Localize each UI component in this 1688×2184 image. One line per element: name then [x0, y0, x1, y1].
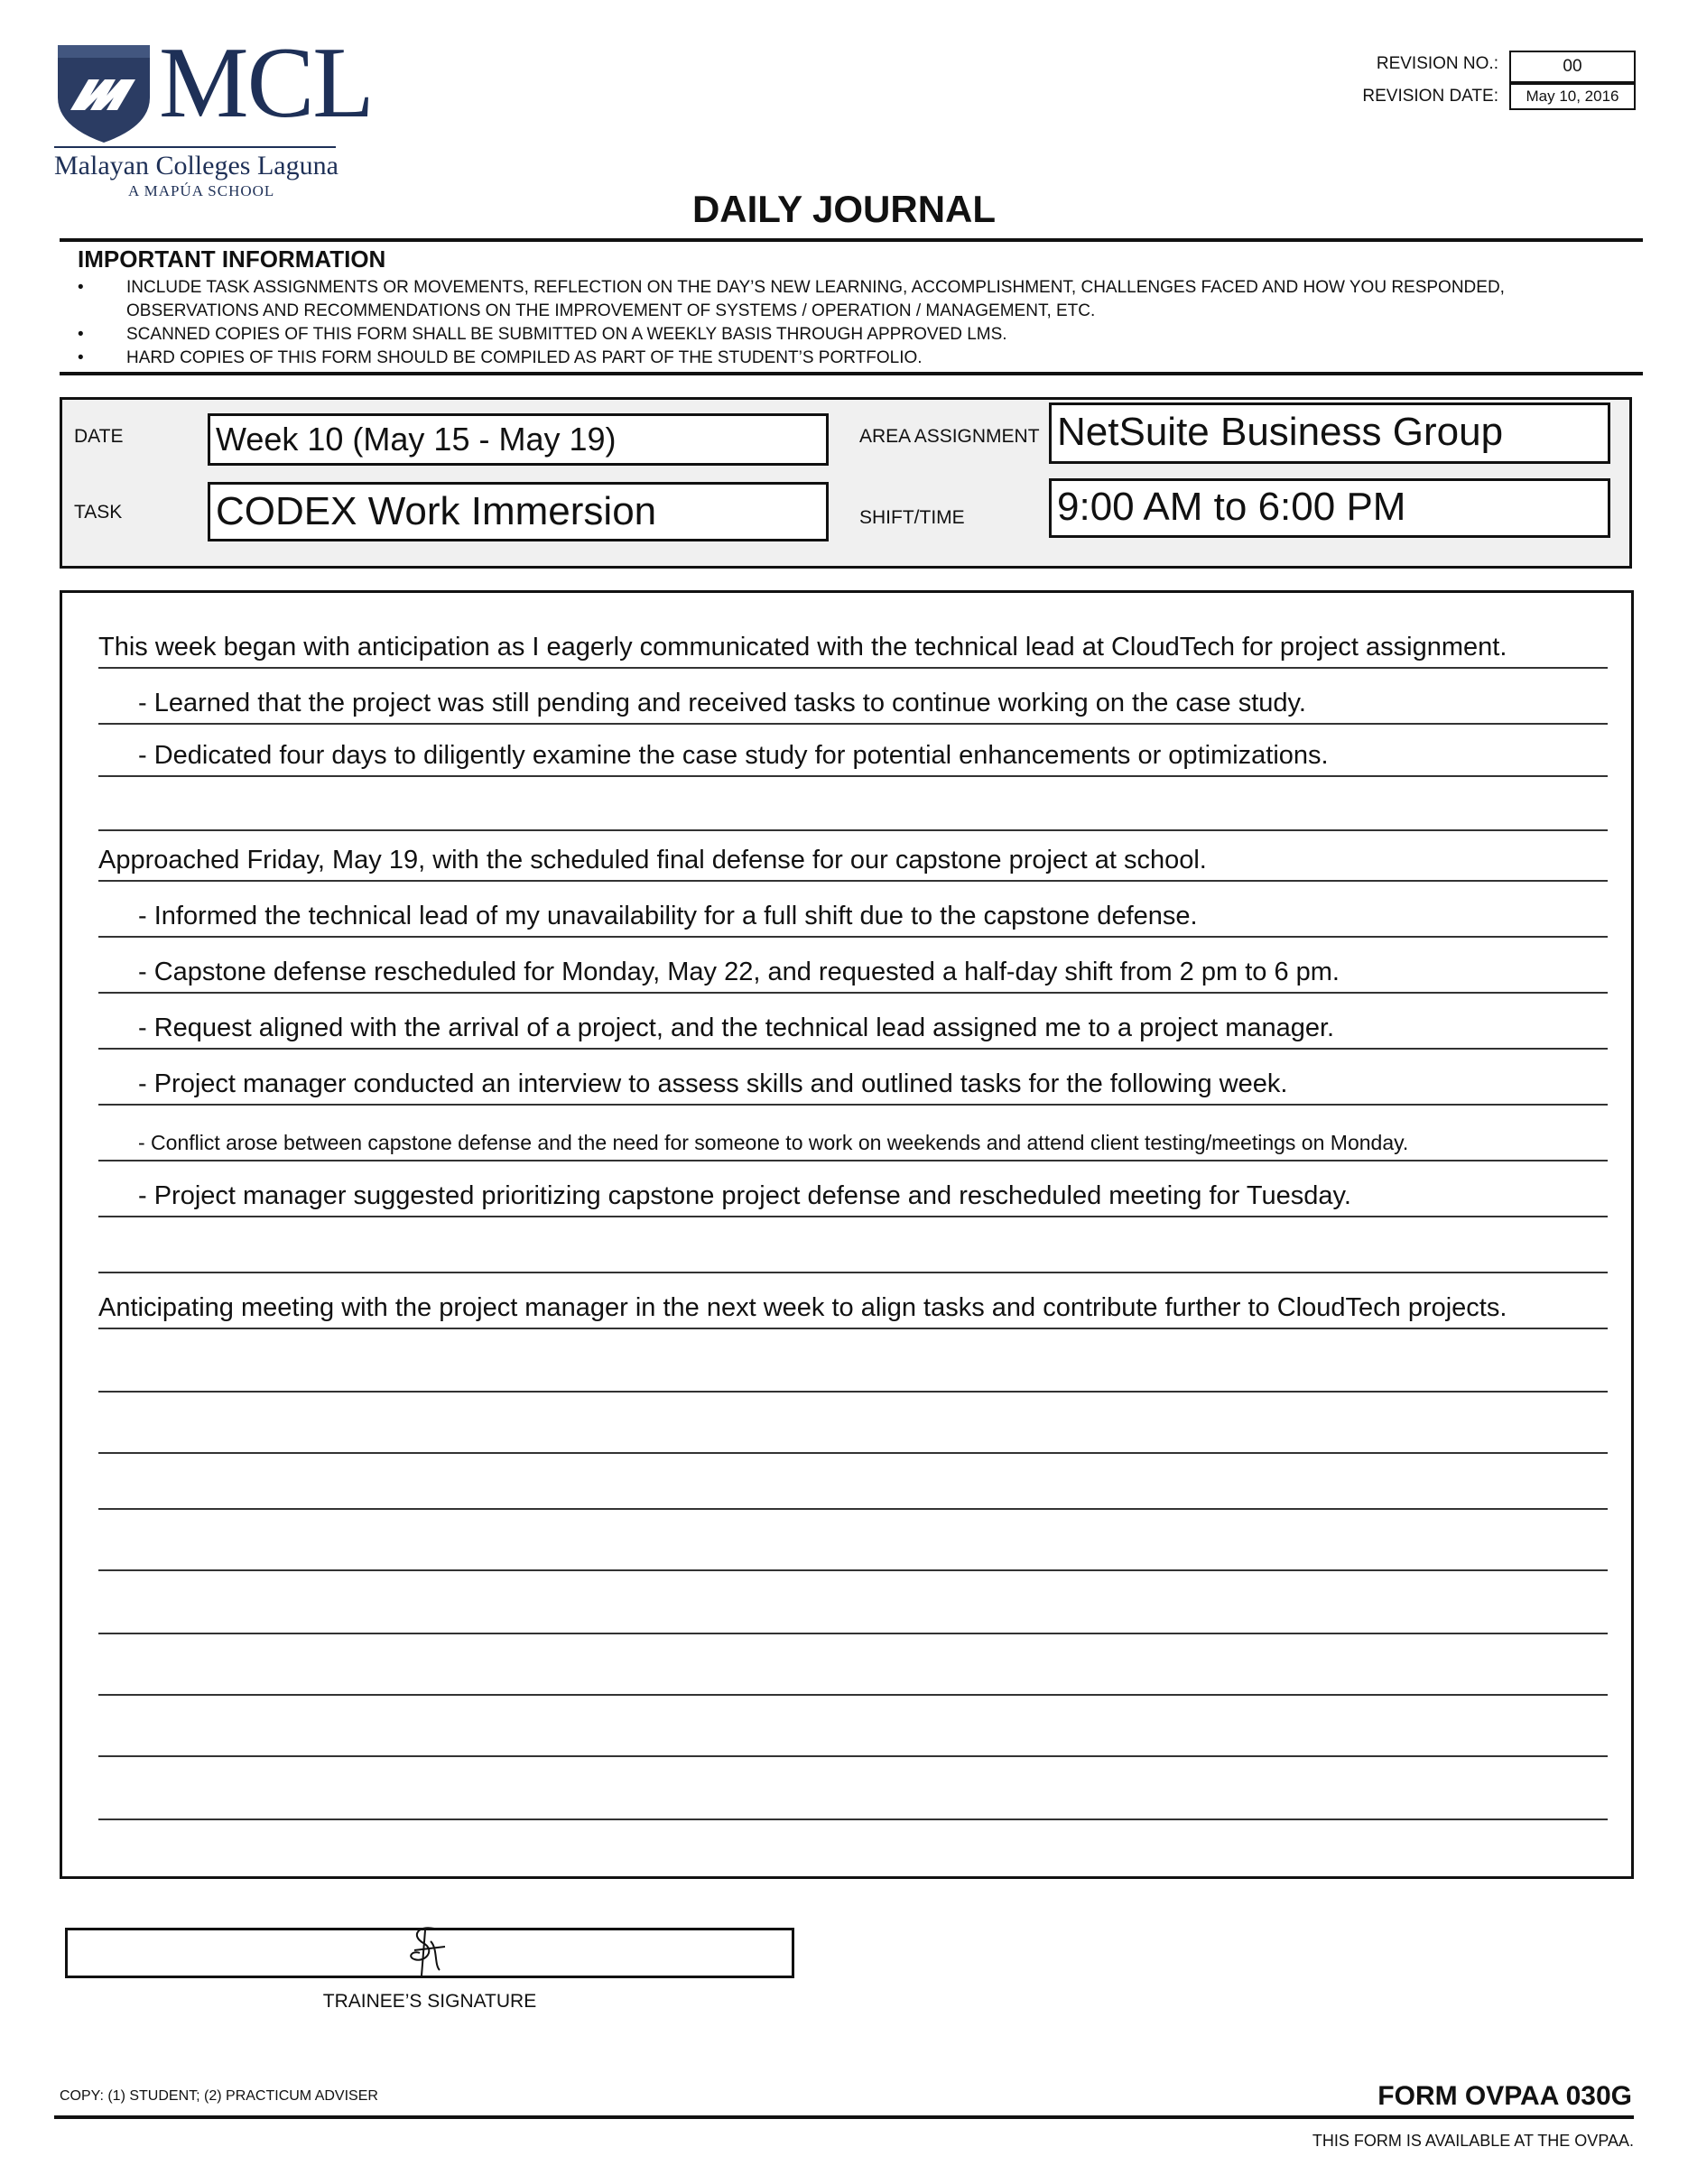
journal-line: - Project manager suggested prioritizing capstone project defense and rescheduled meeting for Tuesday.	[98, 1161, 1608, 1217]
signature-label: TRAINEE’S SIGNATURE	[322, 1991, 537, 2012]
info-item: • HARD COPIES OF THIS FORM SHOULD BE COMPILED AS PART OF THE STUDENT’S PORTFOLIO.	[78, 347, 1558, 370]
revision-no-label: REVISION NO.:	[1376, 54, 1498, 73]
revision-date-label: REVISION DATE:	[1362, 87, 1498, 106]
area-assignment-field[interactable]: NetSuite Business Group	[1049, 403, 1610, 464]
copy-distribution: COPY: (1) STUDENT; (2) PRACTICUM ADVISER	[60, 2088, 378, 2104]
shift-time-label: SHIFT/TIME	[859, 507, 965, 528]
form-code: FORM OVPAA 030G	[1377, 2081, 1632, 2111]
journal-line: - Informed the technical lead of my unavailability for a full shift due to the capstone defense.	[98, 882, 1608, 938]
journal-line: - Project manager conducted an interview to assess skills and outlined tasks for the following week.	[98, 1050, 1608, 1106]
signature-scribble	[398, 1923, 461, 1981]
journal-line: This week began with anticipation as I eagerly communicated with the technical lead at CloudTech for project assignment.	[98, 593, 1608, 669]
mcl-shield-icon	[54, 40, 153, 149]
date-field[interactable]: Week 10 (May 15 - May 19)	[208, 413, 829, 466]
form-availability-note: THIS FORM IS AVAILABLE AT THE OVPAA.	[1312, 2132, 1634, 2150]
journal-line	[98, 1757, 1608, 1820]
info-item: • INCLUDE TASK ASSIGNMENTS OR MOVEMENTS, REFLECTION ON THE DAY’S NEW LEARNING, ACCOMPLISHMENT, CHALLENGES FACED AND HOW YOU RESPONDED, OBSERVATIONS AND RECOMMENDATIONS ON THE IMPROVEMENT OF SYSTEMS / OPERATION / MANAGEMENT, ETC.	[78, 276, 1558, 323]
signature-box[interactable]	[65, 1928, 794, 1978]
journal-line	[98, 1217, 1608, 1273]
journal-line: - Request aligned with the arrival of a project, and the technical lead assigned me to a project manager.	[98, 994, 1608, 1050]
journal-line: Anticipating meeting with the project manager in the next week to align tasks and contribute further to CloudTech projects.	[98, 1273, 1608, 1329]
info-rule	[60, 372, 1643, 375]
journal-line: - Dedicated four days to diligently examine the case study for potential enhancements or optimizations.	[98, 725, 1608, 777]
revision-date-value: May 10, 2016	[1509, 83, 1636, 110]
journal-line	[98, 1393, 1608, 1454]
logo-school-name: Malayan Colleges Laguna	[54, 151, 339, 180]
journal-line	[98, 1329, 1608, 1393]
task-field[interactable]: CODEX Work Immersion	[208, 482, 829, 541]
footer-rule	[54, 2115, 1634, 2119]
journal-line	[98, 1571, 1608, 1634]
area-assignment-label: AREA ASSIGNMENT	[859, 426, 1040, 447]
title-rule	[60, 238, 1643, 242]
journal-entry-area[interactable]	[60, 590, 1634, 1879]
journal-line: - Learned that the project was still pending and received tasks to continue working on the case study.	[98, 669, 1608, 725]
task-label: TASK	[74, 502, 123, 523]
journal-line	[98, 1454, 1608, 1510]
date-label: DATE	[74, 426, 124, 447]
journal-line	[98, 777, 1608, 831]
important-info-list	[78, 276, 1558, 370]
journal-line: - Capstone defense rescheduled for Monday, May 22, and requested a half-day shift from 2 pm to 6 pm.	[98, 938, 1608, 994]
important-info-heading: IMPORTANT INFORMATION	[78, 245, 386, 273]
revision-no-value: 00	[1509, 51, 1636, 83]
journal-line: Approached Friday, May 19, with the scheduled final defense for our capstone project at school.	[98, 831, 1608, 882]
journal-line	[98, 1634, 1608, 1696]
info-item: • SCANNED COPIES OF THIS FORM SHALL BE SUBMITTED ON A WEEKLY BASIS THROUGH APPROVED LMS.	[78, 323, 1558, 347]
page-title: DAILY JOURNAL	[691, 188, 997, 230]
logo-divider	[54, 146, 336, 148]
shift-time-field[interactable]: 9:00 AM to 6:00 PM	[1049, 478, 1610, 538]
logo-tagline: A MAPÚA SCHOOL	[128, 182, 275, 199]
journal-line: - Conflict arose between capstone defense and the need for someone to work on weekends and attend client testing/meetings on Monday.	[98, 1106, 1608, 1161]
logo-wordmark: MCL	[159, 27, 373, 139]
journal-line	[98, 1510, 1608, 1571]
journal-line	[98, 1696, 1608, 1757]
